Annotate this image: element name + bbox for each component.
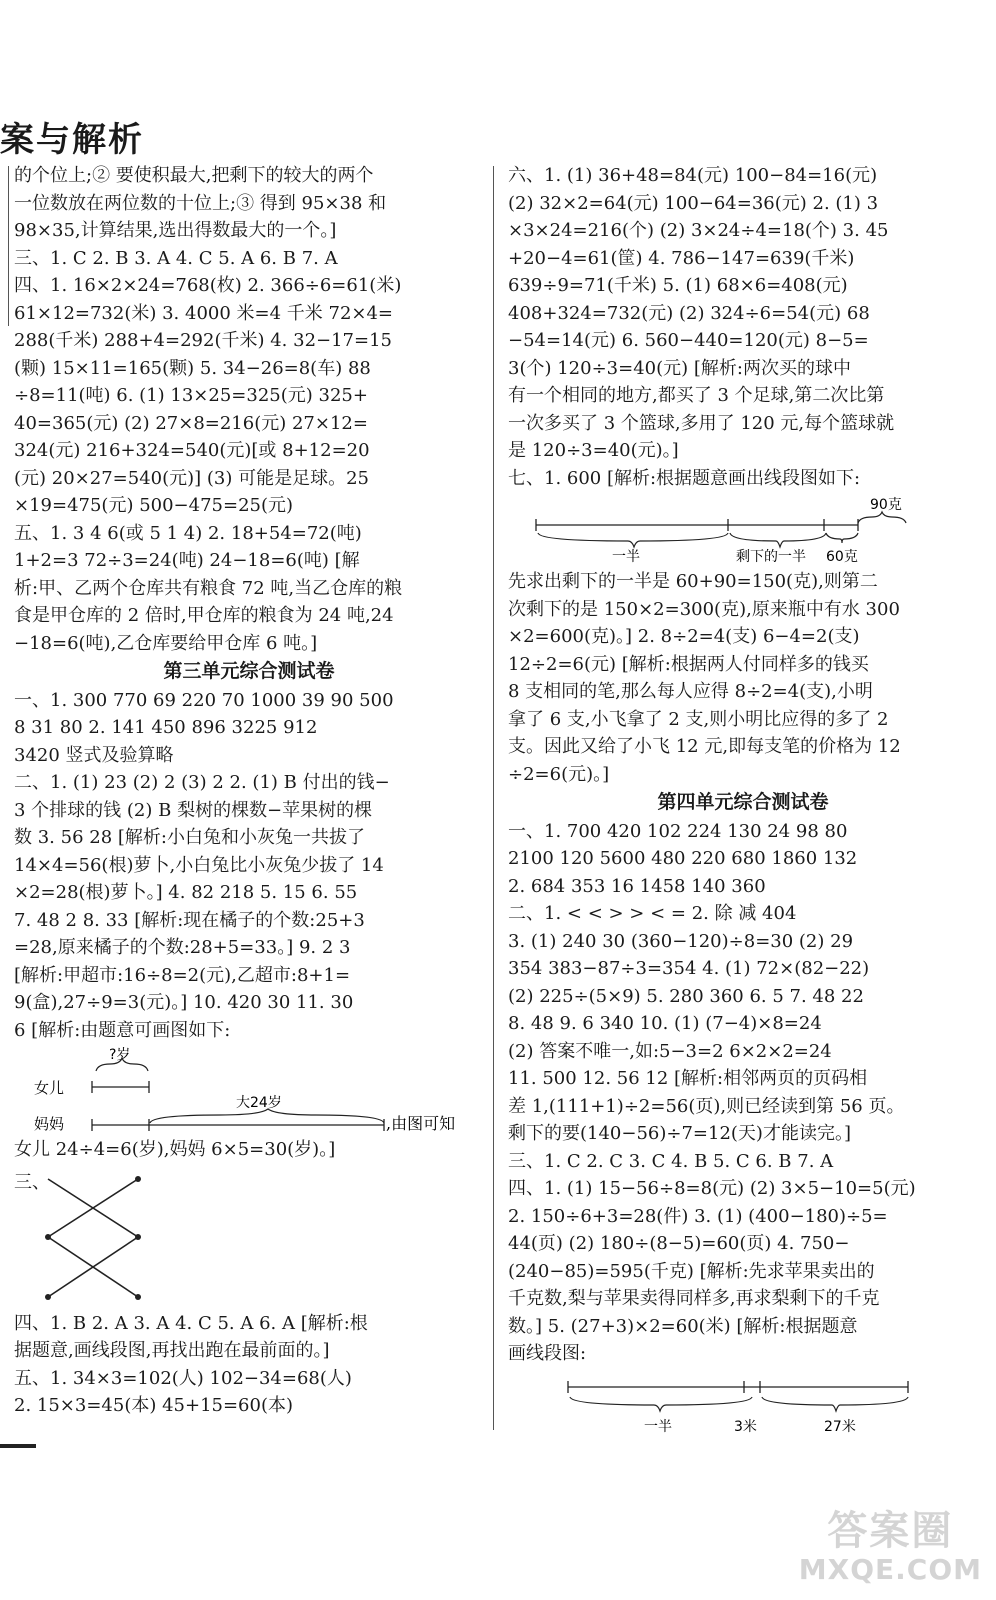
text-line: 288(千米) 288+4=292(千米) 4. 32−17=15	[14, 330, 392, 351]
text-line: 1+2=3 72÷3=24(吨) 24−18=6(吨) [解	[14, 550, 360, 571]
text-line: 先求出剩下的一半是 60+90=150(克),则第二	[508, 571, 878, 592]
text-line: 五、1. 3 4 6(或 5 1 4) 2. 18+54=72(吨)	[14, 522, 362, 544]
text-line: 的个位上;② 要使积最大,把剩下的较大的两个	[14, 165, 374, 186]
text-line: ÷2=6(元)。]	[508, 763, 610, 785]
text-line: 2. 150÷6+3=28(件) 3. (1) (400−180)÷5=	[508, 1205, 888, 1227]
text-line: 三、1. C 2. B 3. A 4. C 5. A 6. B 7. A	[14, 247, 338, 269]
matching-diagram	[14, 1167, 484, 1307]
text-line: 数 3. 56 28 [解析:小白兔和小灰兔一共拔了	[14, 827, 365, 848]
text-line: ×2=28(根)萝卜。] 4. 82 218 5. 15 6. 55	[14, 882, 358, 903]
half-label: 一半	[612, 549, 640, 565]
text-line: 639÷9=71(千米) 5. (1) 68×6=408(元)	[508, 275, 848, 296]
text-line: 8 支相同的笔,那么每人应得 8÷2=4(支),小明	[508, 681, 873, 702]
text-line: 2. 15×3=45(本) 45+15=60(本)	[14, 1395, 294, 1416]
top-90g-label: 90克	[870, 497, 902, 513]
left-margin-rule	[8, 166, 9, 326]
m3-label: 3米	[734, 1418, 757, 1435]
diff-brace	[150, 1109, 384, 1123]
text-line: 四、1. 16×2×24=768(枚) 2. 366÷6=61(米)	[14, 275, 402, 296]
text-line: 3(个) 120÷3=40(元) [解析:两次买的球中	[508, 357, 851, 379]
text-line: 40=365(元) (2) 27×8=216(元) 27×12=	[14, 412, 368, 434]
text-line: 12÷2=6(元) [解析:根据两人付同样多的钱买	[508, 653, 869, 675]
text-line: 14×4=56(根)萝卜,小白兔比小灰兔少拔了 14	[14, 854, 384, 876]
m27-label: 27米	[824, 1418, 856, 1435]
text-line: 98×35,计算结果,选出得数最大的一个。]	[14, 220, 337, 241]
text-line: 9(盒),27÷9=3(元)。] 10. 420 30 11. 30	[14, 992, 354, 1013]
watermark-url: MXQE.COM	[798, 1553, 982, 1586]
text-line: 六、1. (1) 36+48=84(元) 100−84=16(元)	[508, 165, 878, 186]
text-line: 画线段图:	[508, 1343, 587, 1364]
text-line: 3420 竖式及验算略	[14, 744, 174, 766]
unit3-lines-a	[14, 687, 484, 1045]
text-line: 2. 684 353 16 1458 140 360	[508, 875, 766, 897]
text-line: 3 个排球的钱 (2) B 梨树的棵数−苹果树的棵	[14, 799, 373, 821]
text-line: 一、1. 700 420 102 224 130 24 98 80	[508, 820, 848, 842]
text-line: 一、1. 300 770 69 220 70 1000 39 90 500	[14, 689, 394, 711]
text-line: 二、1. < < > > < = 2. 除 减 404	[508, 903, 797, 924]
right-lines-a	[508, 162, 978, 492]
section-three-label: 三、	[14, 1171, 50, 1193]
rest-half-label: 剩下的一半	[736, 549, 806, 565]
right-lines-b	[508, 568, 978, 788]
text-line: 析:甲、乙两个仓库共有粮食 72 吨,当乙仓库的粮	[14, 577, 403, 599]
text-line: −18=6(吨),乙仓库要给甲仓库 6 吨。]	[14, 632, 318, 654]
text-line: 有一个相同的地方,都买了 3 个足球,第二次比第	[508, 385, 885, 406]
text-line: ÷8=11(吨) 6. (1) 13×25=325(元) 325+	[14, 385, 368, 406]
text-line: 8 31 80 2. 141 450 896 3225 912	[14, 717, 318, 738]
page-header-title: 案与解析	[0, 120, 144, 160]
text-line: 324(元) 216+324=540(元)[或 8+12=20	[14, 440, 370, 461]
text-line: 剩下的要(140−56)÷7=12(天)才能读完。]	[508, 1123, 851, 1144]
length-line-svg	[508, 1371, 978, 1435]
text-line: +20−4=61(筐) 4. 786−147=639(千米)	[508, 247, 855, 269]
text-line: (颗) 15×11=165(颗) 5. 34−26=8(车) 88	[14, 357, 371, 379]
text-line: 数。] 5. (27+3)×2=60(米) [解析:根据题意	[508, 1315, 858, 1337]
half-label: 一半	[644, 1418, 672, 1435]
text-line: 3. (1) 240 30 (360−120)÷8=30 (2) 29	[508, 930, 854, 952]
text-line: 354 383−87÷3=354 4. (1) 72×(82−22)	[508, 958, 870, 979]
text-line: ×3×24=216(个) (2) 3×24÷4=18(个) 3. 45	[508, 220, 889, 241]
text-line: 拿了 6 支,小飞拿了 2 支,则小明比应得的多了 2	[508, 708, 889, 730]
text-line: −54=14(元) 6. 560−440=120(元) 8−5=	[508, 330, 869, 351]
text-line: 61×12=732(米) 3. 4000 米=4 千米 72×4=	[14, 302, 394, 324]
g60-label: 60克	[826, 549, 858, 565]
text-line: 8. 48 9. 6 340 10. (1) (7−4)×8=24	[508, 1013, 822, 1034]
text-line: 食是甲仓库的 2 倍时,甲仓库的粮食为 24 吨,24	[14, 605, 394, 626]
unit3-title: 第三单元综合测试卷	[163, 660, 335, 682]
unit3-lines-c	[14, 1310, 484, 1420]
question-age-label: ?岁	[109, 1047, 131, 1063]
text-line: 次剩下的是 150×2=300(克),原来瓶中有水 300	[508, 598, 900, 620]
text-line: 四、1. B 2. A 3. A 4. C 5. A 6. A [解析:根	[14, 1312, 368, 1334]
text-line: 四、1. (1) 15−56÷8=8(元) (2) 3×5−10=5(元)	[508, 1178, 916, 1199]
text-line: (2) 225÷(5×9) 5. 280 360 6. 5 7. 48 22	[508, 985, 864, 1007]
text-line: 千克数,梨与苹果卖得同样多,再求梨剩下的千克	[508, 1288, 880, 1309]
unit4-title: 第四单元综合测试卷	[657, 791, 829, 813]
text-line: 11. 500 12. 56 12 [解析:相邻两页的页码相	[508, 1068, 868, 1089]
text-line: =28,原来橘子的个数:28+5=33。] 9. 2 3	[14, 937, 351, 958]
matching-lines-svg	[34, 1167, 234, 1307]
text-line: 支。因此又给了小飞 12 元,即每支笔的价格为 12	[508, 736, 901, 757]
text-line: 一位数放在两位数的十位上;③ 得到 95×38 和	[14, 192, 387, 214]
age-line-svg	[14, 1047, 484, 1133]
left-lines	[14, 162, 484, 657]
unit3-lines-b	[14, 1136, 484, 1164]
text-line: 三、1. C 2. C 3. C 4. B 5. C 6. B 7. A	[508, 1150, 834, 1172]
water-line-diagram	[508, 495, 978, 565]
text-line: 408+324=732(元) (2) 324÷6=54(元) 68	[508, 302, 870, 324]
watermark	[799, 1509, 982, 1586]
diff-age-label: 大24岁	[236, 1095, 282, 1111]
unit4-lines	[508, 818, 978, 1368]
watermark-logo: 答案圈	[827, 1508, 954, 1554]
text-line: 七、1. 600 [解析:根据题意画出线段图如下:	[508, 467, 861, 489]
text-line: 2100 120 5600 480 220 680 1860 132	[508, 848, 858, 869]
mom-label: 妈妈	[34, 1115, 65, 1133]
text-line: ×19=475(元) 500−475=25(元)	[14, 495, 294, 516]
footer-mark	[0, 1444, 36, 1448]
text-line: ×2=600(克)。] 2. 8÷2=4(支) 6−4=2(支)	[508, 626, 860, 647]
right-column	[508, 162, 978, 1438]
column-divider	[493, 166, 494, 1430]
left-column	[14, 162, 484, 1420]
length-line-diagram	[508, 1371, 978, 1435]
text-line: 二、1. (1) 23 (2) 2 (3) 2 2. (1) B 付出的钱−	[14, 772, 390, 793]
water-line-svg	[508, 495, 978, 565]
text-line: 44(页) (2) 180÷(8−5)=60(页) 4. 750−	[508, 1233, 850, 1254]
text-line: 7. 48 2 8. 33 [解析:现在橘子的个数:25+3	[14, 909, 365, 931]
text-line: 据题意,画线段图,再找出跑在最前面的。]	[14, 1340, 330, 1361]
text-line: 6 [解析:由题意可画图如下:	[14, 1019, 231, 1041]
diagram-tail-text: ,由图可知	[386, 1114, 456, 1133]
text-line: [解析:甲超市:16÷8=2(元),乙超市:8+1=	[14, 964, 351, 986]
text-line: (240−85)=595(千克) [解析:先求苹果卖出的	[508, 1260, 875, 1282]
text-line: (2) 答案不唯一,如:5−3=2 6×2×2=24	[508, 1040, 832, 1062]
text-line: (2) 32×2=64(元) 100−64=36(元) 2. (1) 3	[508, 192, 879, 214]
text-line: 女儿 24÷4=6(岁),妈妈 6×5=30(岁)。]	[14, 1139, 336, 1160]
text-line: 五、1. 34×3=102(人) 102−34=68(人)	[14, 1367, 352, 1389]
text-line: (元) 20×27=540(元)] (3) 可能是足球。25	[14, 467, 370, 489]
text-line: 是 120÷3=40(元)。]	[508, 440, 679, 461]
age-line-diagram	[14, 1047, 484, 1133]
text-line: 一次多买了 3 个篮球,多用了 120 元,每个篮球就	[508, 412, 895, 434]
text-line: 差 1,(111+1)÷2=56(页),则已经读到第 56 页。	[508, 1095, 905, 1117]
daughter-label: 女儿	[34, 1079, 65, 1097]
